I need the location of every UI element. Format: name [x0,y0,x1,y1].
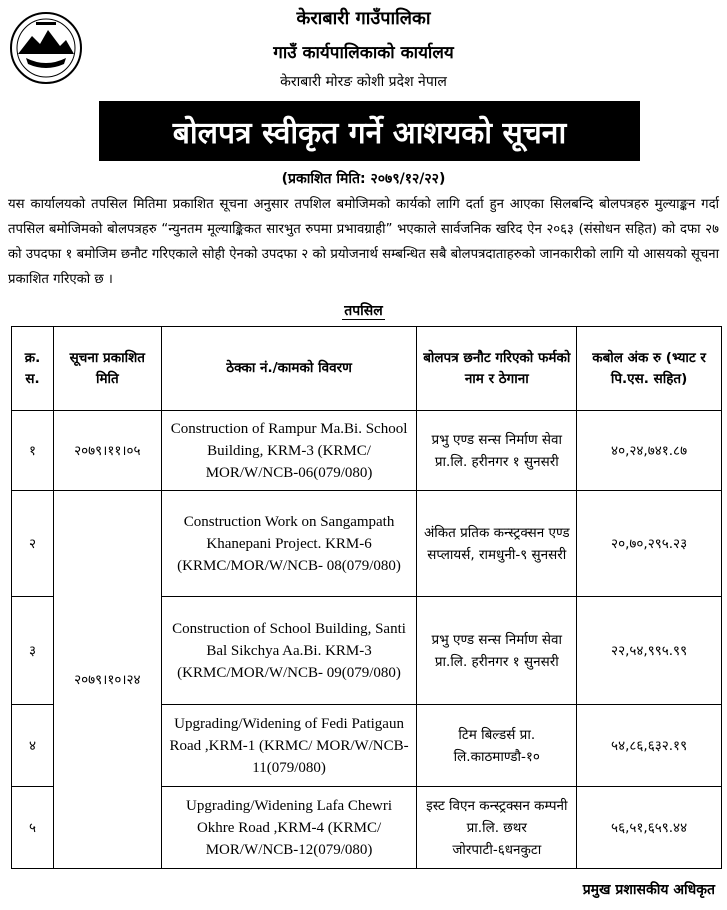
header-date: सूचना प्रकाशित मिति [53,327,161,411]
cell-amount: २०,७०,२९५.२३ [577,491,722,597]
table-row [12,491,722,597]
table-caption: तपसिल [344,303,383,319]
cell-date-merged: २०७९।१०।२४ [53,491,161,869]
table-row [12,411,722,491]
header-amount: कबोल अंक रु (भ्याट र पि.एस. सहित) [577,327,722,411]
cell-amount: २२,५४,९९५.९९ [577,597,722,705]
cell-firm: टिम बिल्डर्स प्रा. लि.काठमाण्डौ-१० [417,705,577,787]
cell-work: Upgrading/Widening of Fedi Patigaun Road ,KRM-1 (KRMC/ MOR/W/NCB-11(079/080) [161,705,417,787]
cell-sn: २ [12,491,54,597]
published-date: (प्रकाशित मिति: २०७९/१२/२२) [281,171,446,187]
signatory-title: प्रमुख प्रशासकीय अधिकृत [582,882,715,898]
cell-firm: इस्ट विएन कन्स्ट्रक्सन कम्पनी प्रा.लि. छथर जोरपाटी-६धनकुटा [417,787,577,869]
cell-sn: ४ [12,705,54,787]
header-work: ठेक्का नं./कामको विवरण [161,327,417,411]
cell-sn: ३ [12,597,54,705]
header-firm: बोलपत्र छनौट गरिएको फर्मको नाम र ठेगाना [417,327,577,411]
cell-date: २०७९।११।०५ [53,411,161,491]
cell-firm: प्रभु एण्ड सन्स निर्माण सेवा प्रा.लि. हरीनगर १ सुनसरी [417,411,577,491]
cell-sn: १ [12,411,54,491]
intro-paragraph: यस कार्यालयको तपसिल मितिमा प्रकाशित सूचना अनुसार तपशिल बमोजिमको कार्यको लागि दर्ता हुन आएका सिलबन्दि बोलपत्रहरु मुल्याङ्कन गर्दा तपसिल बमोजिमको बोलपत्रहरु “न्युनतम मूल्याङ्किकत सारभुत रुपमा प्रभावग्राही” भएकाले सार्वजनिक खरिद ऐन २०६३ (संसोधन सहित) को दफा २७ को उपदफा १ बमोजिम छनौट गरिएकाले सोही ऐनको उपदफा २ को प्रयोजनार्थ सम्बन्धित सबै बोलपत्रदाताहरुको जानकारीको लागि यो आसयको सूचना प्रकाशित गरिएको छ । [8,197,719,287]
cell-amount: ५६,५१,६५९.४४ [577,787,722,869]
cell-sn: ५ [12,787,54,869]
bid-table [11,326,722,869]
cell-work: Construction of School Building, Santi Bal Sikchya Aa.Bi. KRM-3 (KRMC/MOR/W/NCB- 09(079/080) [161,597,417,705]
cell-work: Construction Work on Sangampath Khanepani Project. KRM-6 (KRMC/MOR/W/NCB- 08(079/080) [161,491,417,597]
office-address: केराबारी मोरङ कोशी प्रदेश नेपाल [280,74,447,90]
cell-work: Construction of Rampur Ma.Bi. School Building, KRM-3 (KRMC/ MOR/W/NCB-06(079/080) [161,411,417,491]
cell-firm: अंकित प्रतिक कन्स्ट्रक्सन एण्ड सप्लायर्स, रामधुनी-९ सुनसरी [417,491,577,597]
table-header-row [12,327,722,411]
municipality-name: केराबारी गाउँपालिका [296,8,431,29]
cell-amount: ४०,२४,७४१.८७ [577,411,722,491]
cell-firm: प्रभु एण्ड सन्स निर्माण सेवा प्रा.लि. हरीनगर १ सुनसरी [417,597,577,705]
header-sn: क्र. स. [12,327,54,411]
office-name: गाउँ कार्यपालिकाको कार्यालय [273,43,454,63]
notice-title: बोलपत्र स्वीकृत गर्ने आशयको सूचना [99,101,640,161]
cell-work: Upgrading/Widening Lafa Chewri Okhre Road ,KRM-4 (KRMC/ MOR/W/NCB-12(079/080) [161,787,417,869]
cell-amount: ५४,८६,६३२.१९ [577,705,722,787]
